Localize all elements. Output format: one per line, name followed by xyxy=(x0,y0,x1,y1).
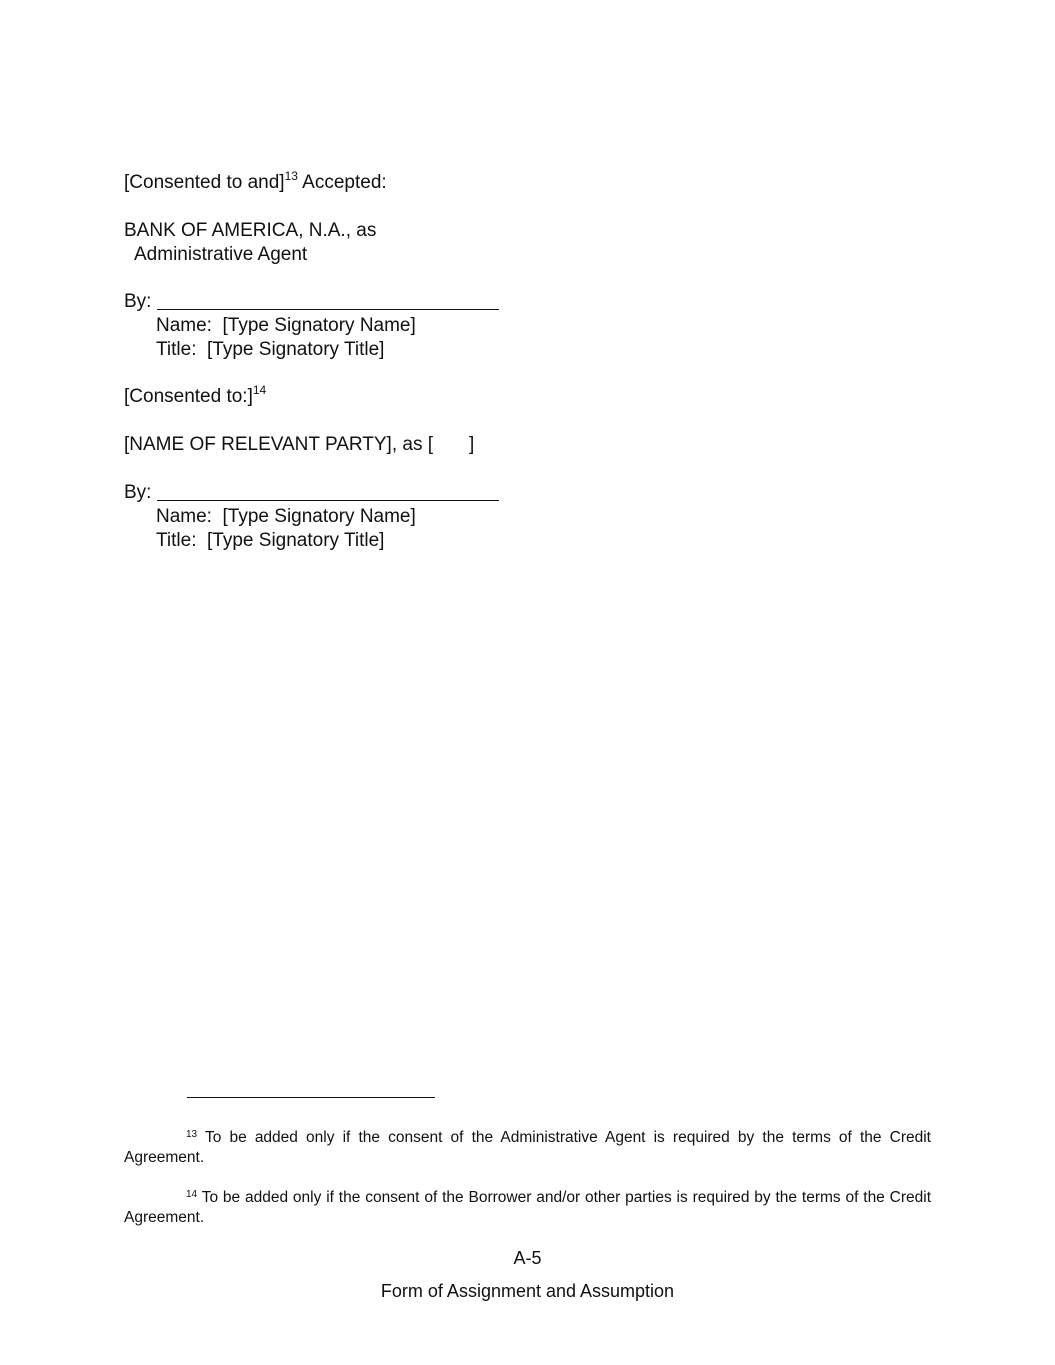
footnote-14-first-line xyxy=(124,1188,931,1208)
footnote-separator xyxy=(187,1097,435,1098)
footnote-14-text: To be added only if the consent of the Borrower and/or other parties is required by the terms of the Credit xyxy=(197,1189,931,1206)
signature-line-2 xyxy=(124,481,499,505)
footnote-13-text: To be added only if the consent of the Administrative Agent is required by the terms of the Credit xyxy=(197,1129,931,1146)
signature-field-1[interactable] xyxy=(157,291,499,310)
footnote-14-number: 14 xyxy=(186,1189,198,1200)
consent-heading-1-text: [Consented to and] xyxy=(124,172,285,193)
footnote-ref-14[interactable]: 14 xyxy=(252,383,267,397)
consent-heading-2-text: [Consented to:] xyxy=(124,386,253,407)
footnote-13-first-line xyxy=(124,1128,931,1148)
signatory-name-1: Name: [Type Signatory Name] xyxy=(156,315,416,336)
document-footer-title: Form of Assignment and Assumption xyxy=(380,1281,675,1301)
by-label-1: By: xyxy=(124,291,152,312)
consent-heading-1-suffix: Accepted: xyxy=(297,172,387,193)
entity-name-2 xyxy=(124,433,474,457)
footnote-13-text-rest: Agreement. xyxy=(124,1149,205,1166)
footnote-ref-13[interactable]: 13 xyxy=(284,169,298,183)
signatory-name-2: Name: [Type Signatory Name] xyxy=(156,506,416,527)
footnote-14 xyxy=(124,1188,931,1228)
signatory-title-2: Title: [Type Signatory Title] xyxy=(156,530,385,551)
entity-name-2-close: ] xyxy=(469,434,475,455)
entity-role-1: Administrative Agent xyxy=(134,244,308,265)
consent-heading-1 xyxy=(124,171,387,195)
consent-heading-2 xyxy=(124,385,266,409)
page-number: A-5 xyxy=(513,1248,542,1268)
footnote-14-text-rest: Agreement. xyxy=(124,1209,205,1226)
signature-line-1 xyxy=(124,290,499,314)
by-label-2: By: xyxy=(124,482,152,503)
footnote-13-number: 13 xyxy=(186,1129,198,1140)
entity-name-1: BANK OF AMERICA, N.A., as xyxy=(124,220,377,241)
footnote-13 xyxy=(124,1128,931,1168)
signature-field-2[interactable] xyxy=(157,482,499,501)
entity-name-2-text: [NAME OF RELEVANT PARTY], as [ xyxy=(124,434,434,455)
signatory-title-1: Title: [Type Signatory Title] xyxy=(156,339,385,360)
